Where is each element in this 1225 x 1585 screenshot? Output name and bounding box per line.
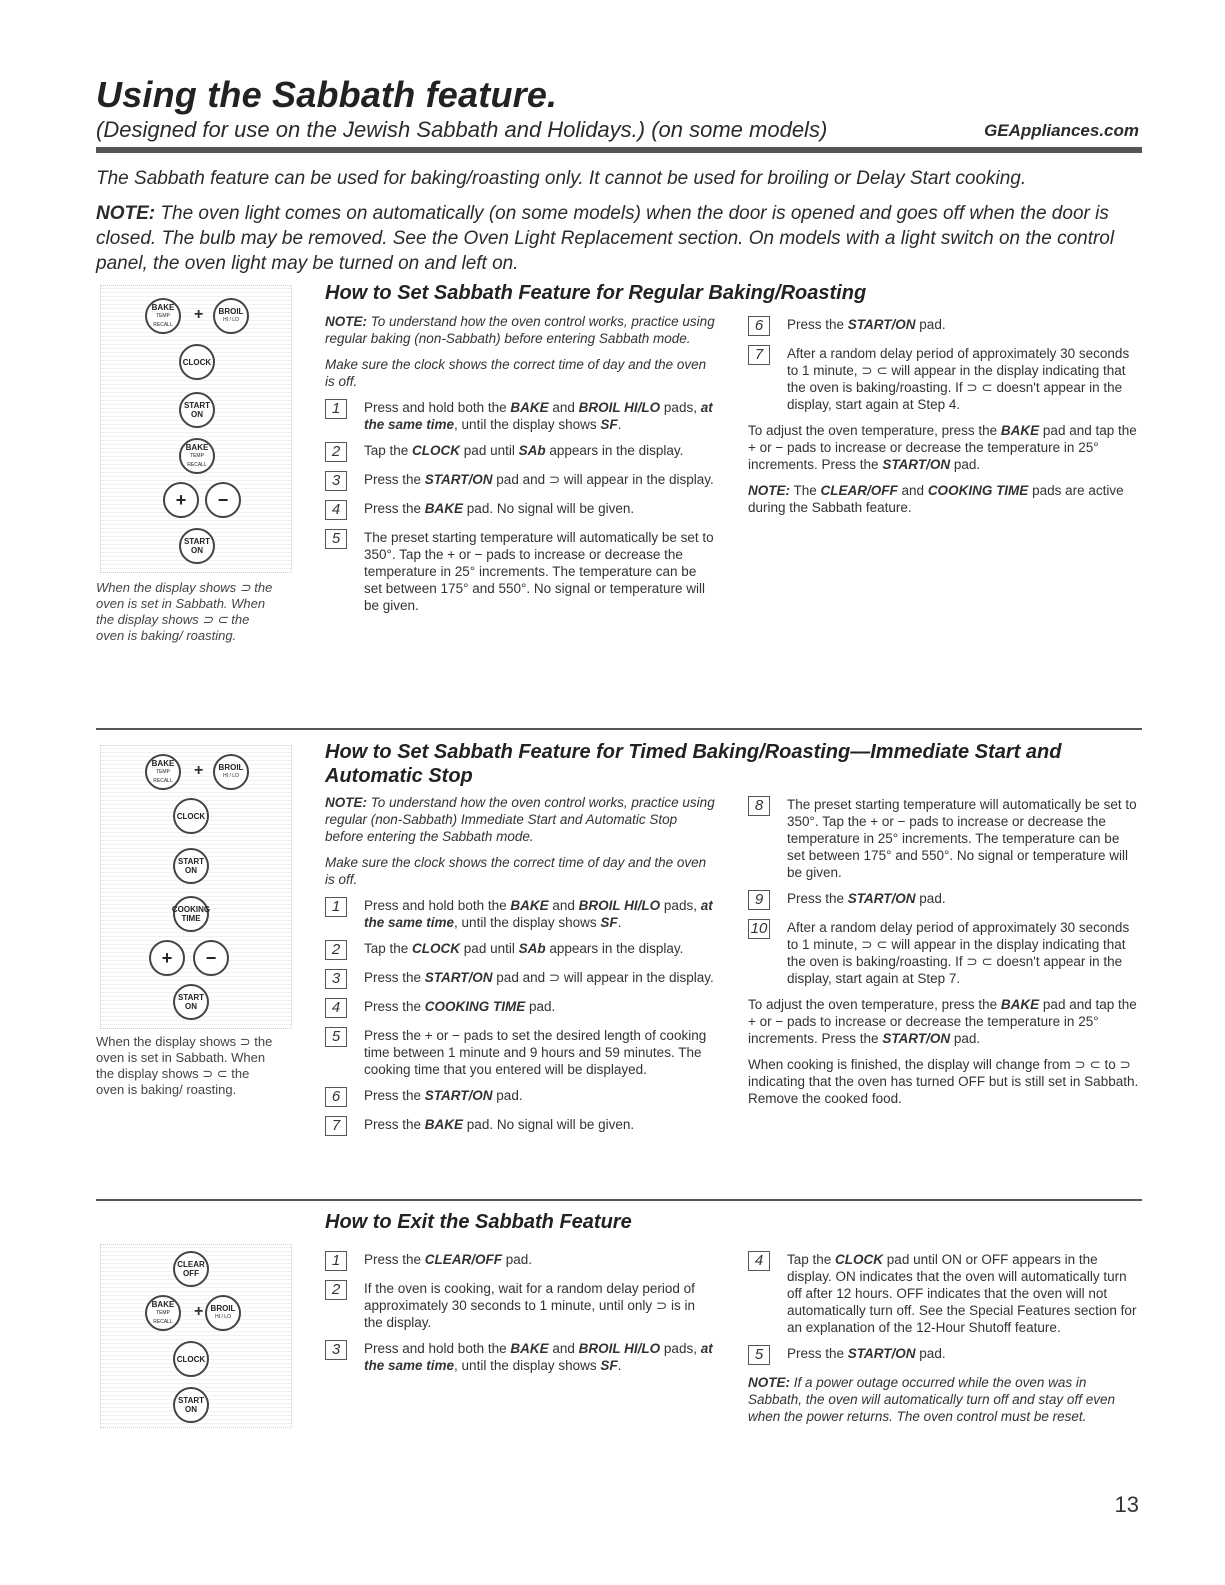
clock-pad-icon: CLOCK <box>173 1341 209 1377</box>
section1-adjust: To adjust the oven temperature, press the BAKE pad and tap the + or − pads to increase or decrease the temperature in 25° increments. Press the START/ON pad. <box>748 423 1137 472</box>
minus-pad-icon: − <box>205 482 241 518</box>
step-10: 10 After a random delay period of approximately 30 seconds to 1 minute, ⊃ ⊂ will appear in the display indicating that the oven is baking/roasting. If ⊃ ⊂ doesn't appear in the display, start again at Step 7. <box>748 919 1140 987</box>
step-4: 4 Press the BAKE pad. No signal will be given. <box>325 500 715 520</box>
note-label: NOTE: <box>96 203 156 224</box>
intro-text: The Sabbath feature can be used for baking/roasting only. It cannot be used for broiling or Delay Start cooking. <box>96 168 1027 189</box>
broil-pad-icon: BROIL HI / LO <box>213 754 249 790</box>
step-4: 4 Tap the CLOCK pad until ON or OFF appears in the display. ON indicates that the oven will automatically turn off after 12 hours. OFF indicates that the oven will not automatically turn off. See the Special Features section for an explanation of the 12-Hour Shutoff feature. <box>748 1251 1140 1336</box>
step-1: 1 Press and hold both the BAKE and BROIL HI/LO pads, at the same time, until the display shows SF. <box>325 897 715 931</box>
intro-note <box>96 201 1146 276</box>
section1-note: NOTE: To understand how the oven control works, practice using regular baking (non-Sabbath) before entering Sabbath mode. <box>325 314 715 346</box>
section1-left-column <box>325 313 715 623</box>
step-7: 7 Press the BAKE pad. No signal will be given. <box>325 1116 715 1136</box>
section2-note: NOTE: To understand how the oven control works, practice using regular (non-Sabbath) Immediate Start and Automatic Stop before entering the Sabbath mode. <box>325 795 715 844</box>
website-link[interactable]: GEAppliances.com <box>984 121 1139 140</box>
plus-sign: + <box>194 762 204 779</box>
display-caption-2: When the display shows ⊃ the oven is set in Sabbath. When the display shows ⊃ ⊂ the oven is baking/ roasting. <box>96 1034 273 1097</box>
step-4: 4 Press the COOKING TIME pad. <box>325 998 715 1018</box>
section3-note: NOTE: If a power outage occurred while the oven was in Sabbath, the oven will automatically turn off and stay off even when the power returns. The oven control must be reset. <box>748 1375 1115 1424</box>
step-5: 5 The preset starting temperature will automatically be set to 350°. Tap the + or − pads to increase or decrease the temperature in 25° increments. The temperature can be set between 175° and 550°. No signal or temperature will be given. <box>325 529 715 614</box>
section-divider <box>96 1199 1142 1201</box>
note-text: The oven light comes on automatically (on some models) when the door is opened and goes off when the door is closed. The bulb may be removed. See the Oven Light Replacement section. On models with a light switch on the control panel, the oven light may be turned on and left on. <box>96 203 1115 274</box>
section3-right-column <box>748 1251 1140 1434</box>
step-3: 3 Press the START/ON pad and ⊃ will appear in the display. <box>325 969 715 989</box>
start-pad-icon: START ON <box>173 1387 209 1423</box>
clear-off-pad-icon: CLEAR OFF <box>173 1251 209 1287</box>
bake-pad-icon: BAKE TEMP RECALL <box>145 754 181 790</box>
control-panel-illustration-3 <box>100 1244 292 1428</box>
cooking-time-pad-icon: COOKING TIME <box>173 896 209 932</box>
control-panel-illustration-1 <box>100 285 292 573</box>
section-divider <box>96 728 1142 730</box>
section1-note2: NOTE: The CLEAR/OFF and COOKING TIME pads are active during the Sabbath feature. <box>748 483 1124 515</box>
step-8: 8 The preset starting temperature will automatically be set to 350°. Tap the + or − pads to increase or decrease the temperature in 25° increments. The temperature can be set between 175° and 550°. No signal or temperature will be given. <box>748 796 1140 881</box>
start-pad-icon: START ON <box>179 392 215 428</box>
page-title: Using the Sabbath feature. <box>96 74 558 115</box>
minus-pad-icon: − <box>193 940 229 976</box>
section-title-regular-baking: How to Set Sabbath Feature for Regular Baking/Roasting <box>325 282 867 304</box>
step-3: 3 Press the START/ON pad and ⊃ will appear in the display. <box>325 471 715 491</box>
step-6: 6 Press the START/ON pad. <box>325 1087 715 1107</box>
clock-pad-icon: CLOCK <box>179 344 215 380</box>
step-5: 5 Press the START/ON pad. <box>748 1345 1140 1365</box>
plus-pad-icon: + <box>163 482 199 518</box>
section2-left-column <box>325 794 715 1145</box>
step-3: 3 Press and hold both the BAKE and BROIL HI/LO pads, at the same time, until the display shows SF. <box>325 1340 715 1374</box>
step-6: 6 Press the START/ON pad. <box>748 316 1140 336</box>
step-9: 9 Press the START/ON pad. <box>748 890 1140 910</box>
broil-pad-icon: BROIL HI / LO <box>213 298 249 334</box>
section2-right-column <box>748 796 1140 1116</box>
step-2: 2 Tap the CLOCK pad until SAb appears in the display. <box>325 940 715 960</box>
clock-pad-icon: CLOCK <box>173 798 209 834</box>
section3-left-column <box>325 1251 715 1383</box>
page-subtitle: (Designed for use on the Jewish Sabbath and Holidays.) (on some models) <box>96 117 828 142</box>
section2-make-sure: Make sure the clock shows the correct time of day and the oven is off. <box>325 855 707 887</box>
control-panel-illustration-2 <box>100 745 292 1029</box>
section-title-exit-sabbath: How to Exit the Sabbath Feature <box>325 1211 632 1233</box>
display-caption-1: When the display shows ⊃ the oven is set in Sabbath. When the display shows ⊃ ⊂ the oven is baking/ roasting. <box>96 580 273 643</box>
plus-pad-icon: + <box>149 940 185 976</box>
bake-pad-icon: BAKE TEMP RECALL <box>145 298 181 334</box>
header-rule <box>96 147 1142 153</box>
step-2: 2 Tap the CLOCK pad until SAb appears in the display. <box>325 442 715 462</box>
start-pad-icon: START ON <box>173 848 209 884</box>
section2-finished: When cooking is finished, the display will change from ⊃ ⊂ to ⊃ indicating that the oven has turned OFF but is still set in Sabbath. Remove the cooked food. <box>748 1057 1139 1106</box>
step-1: 1 Press the CLEAR/OFF pad. <box>325 1251 715 1271</box>
plus-sign: + <box>194 306 204 323</box>
start-pad-icon: START ON <box>173 984 209 1020</box>
step-5: 5 Press the + or − pads to set the desired length of cooking time between 1 minute and 9 hours and 59 minutes. The cooking time that you entered will be displayed. <box>325 1027 715 1078</box>
section1-right-column <box>748 316 1140 525</box>
bake-pad-icon: BAKE TEMP RECALL <box>179 438 215 474</box>
broil-pad-icon: BROIL HI / LO <box>205 1295 241 1331</box>
step-7: 7 After a random delay period of approximately 30 seconds to 1 minute, ⊃ ⊂ will appear in the display indicating that the oven is baking/roasting. If ⊃ ⊂ doesn't appear in the display, start again at Step 4. <box>748 345 1140 413</box>
section1-make-sure: Make sure the clock shows the correct time of day and the oven is off. <box>325 357 707 389</box>
section2-adjust: To adjust the oven temperature, press the BAKE pad and tap the + or − pads to increase or decrease the temperature in 25° increments. Press the START/ON pad. <box>748 997 1137 1046</box>
start-pad-icon: START ON <box>179 528 215 564</box>
section-title-timed-baking: How to Set Sabbath Feature for Timed Baking/Roasting—Immediate Start and Automatic Stop <box>325 741 1062 787</box>
plus-sign: + <box>194 1303 204 1320</box>
page-number: 13 <box>1114 1492 1139 1517</box>
step-2: 2 If the oven is cooking, wait for a random delay period of approximately 30 seconds to 1 minute, until only ⊃ is in the display. <box>325 1280 715 1331</box>
step-1: 1 Press and hold both the BAKE and BROIL HI/LO pads, at the same time, until the display shows SF. <box>325 399 715 433</box>
bake-pad-icon: BAKE TEMP RECALL <box>145 1295 181 1331</box>
